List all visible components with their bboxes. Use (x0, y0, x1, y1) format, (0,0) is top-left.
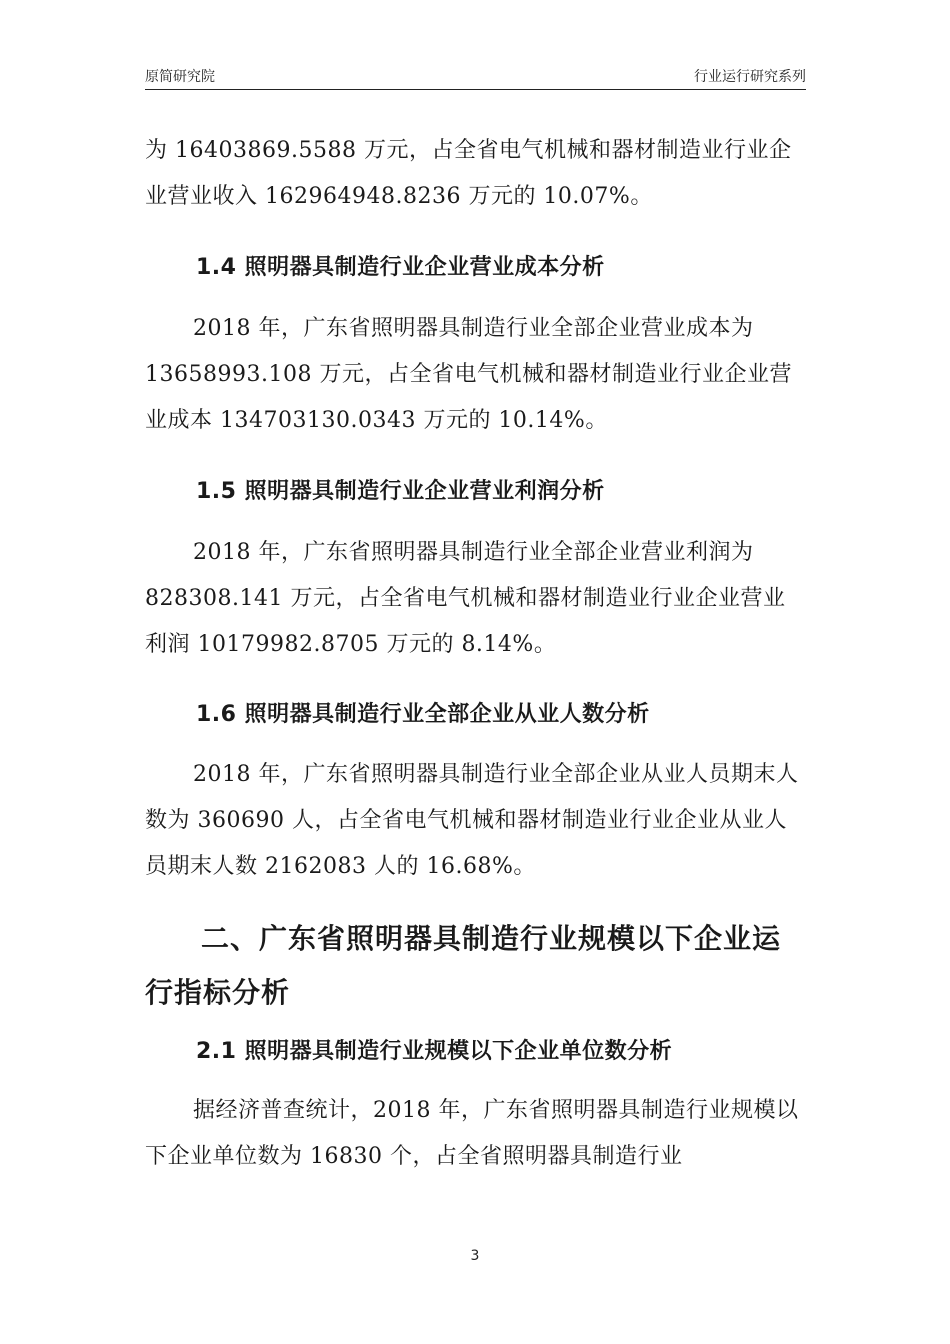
paragraph-1-6-text: 2018 年，广东省照明器具制造行业全部企业从业人员期末人数为 360690 人，占全省电气机械和器材制造业行业企业从业人员期末人数 2162083 人的 16.68%。 (145, 762, 799, 879)
paragraph-2-1-text: 据经济普查统计，2018 年，广东省照明器具制造行业规模以下企业单位数为 16830 个，占全省照明器具制造行业 (145, 1098, 799, 1169)
header-divider (145, 89, 806, 90)
paragraph-2-1 (145, 1088, 807, 1180)
heading-1-5: 1.5 照明器具制造行业企业营业利润分析 (196, 479, 605, 504)
paragraph-1-6 (145, 752, 807, 890)
paragraph-1-4-text: 2018 年，广东省照明器具制造行业全部企业营业成本为 13658993.108 万元，占全省电气机械和器材制造业行业企业营业成本 134703130.0343 万元的 10.14%。 (145, 316, 792, 433)
page-number: 3 (470, 1248, 480, 1264)
paragraph-1-5 (145, 530, 807, 668)
heading-2-1: 2.1 照明器具制造行业规模以下企业单位数分析 (196, 1039, 673, 1064)
header-series-title: 行业运行研究系列 (694, 69, 806, 85)
paragraph-1-5-text: 2018 年，广东省照明器具制造行业全部企业营业利润为 828308.141 万元，占全省电气机械和器材制造业行业企业营业利润 10179982.8705 万元的 8.14%。 (145, 540, 786, 657)
heading-1-6: 1.6 照明器具制造行业全部企业从业人数分析 (196, 702, 650, 727)
paragraph-1-4 (145, 306, 807, 444)
section-heading-2 (145, 912, 807, 1020)
paragraph-revenue-continued: 为 16403869.5588 万元，占全省电气机械和器材制造业行业企业营业收入 162964948.8236 万元的 10.07%。 (145, 138, 792, 209)
header-organization: 原简研究院 (145, 69, 215, 85)
heading-1-4: 1.4 照明器具制造行业企业营业成本分析 (196, 255, 605, 280)
section-heading-2-text: 二、广东省照明器具制造行业规模以下企业运行指标分析 (145, 922, 782, 1009)
